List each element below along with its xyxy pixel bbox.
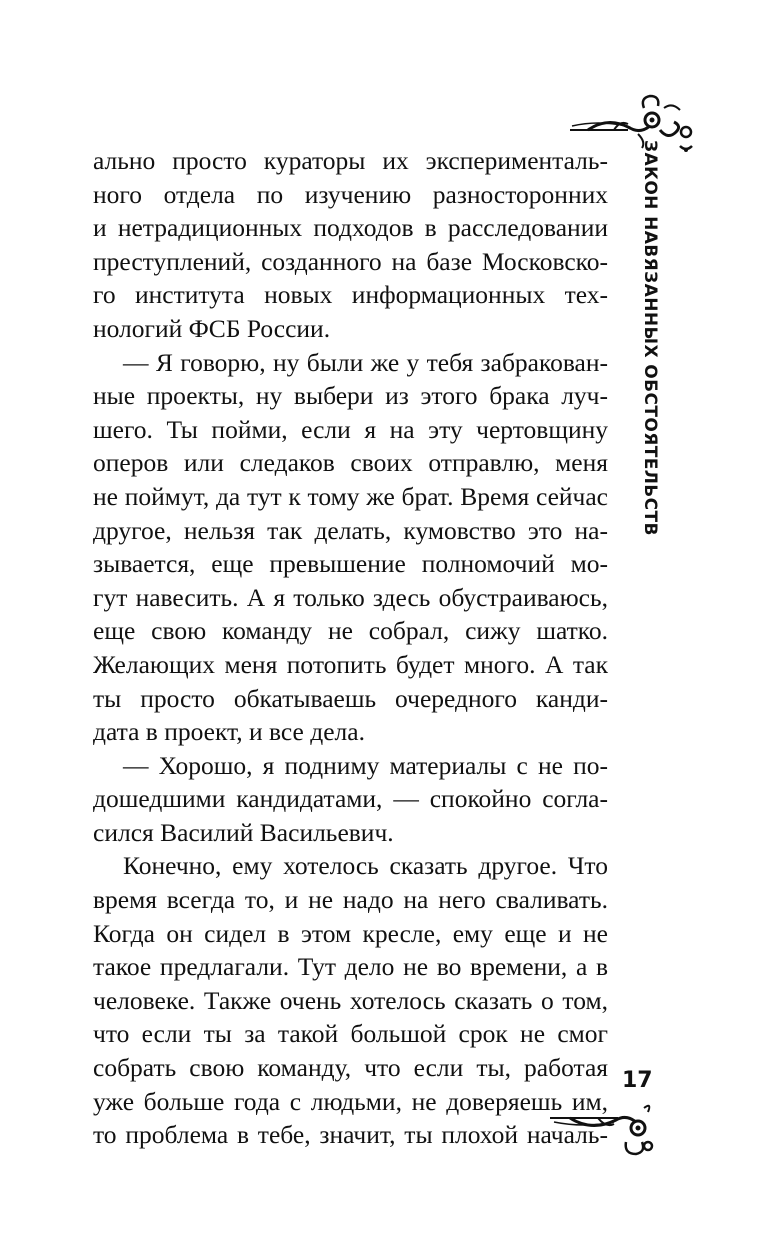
body-text (93, 144, 608, 1152)
text-line: зывается, еще превышение полномочий мо- (93, 549, 608, 579)
text-line: собрать свою команду, что если ты, работая (93, 1053, 608, 1083)
text-line: другое, нельзя так делать, кумовство это на- (93, 515, 608, 545)
text-line: дата в проект, и все дела. (93, 717, 365, 747)
text-line: гут навесить. А я только здесь обустраиваюсь, (93, 582, 608, 612)
text-line: шего. Ты пойми, если я на эту чертовщину (93, 414, 608, 444)
text-line: Когда он сидел в этом кресле, ему еще и не (93, 918, 608, 948)
text-line: го института новых информационных тех- (93, 280, 608, 310)
running-head: ЗАКОН НАВЯЗАННЫХ ОБСТОЯТЕЛЬСТВ (640, 140, 660, 536)
text-line: ально просто кураторы их эксперименталь- (93, 146, 608, 175)
text-line: Конечно, ему хотелось сказать другое. Что (123, 851, 608, 881)
text-line: уже больше года с людьми, не доверяешь им, (93, 1086, 608, 1116)
text-line: человеке. Также очень хотелось сказать о том, (93, 985, 608, 1015)
text-line: дошедшими кандидатами, — спокойно согла- (93, 784, 608, 814)
text-line: преступлений, созданного на базе Московско- (93, 246, 608, 276)
text-line: Желающих меня потопить будет много. А так (93, 649, 608, 679)
page-number: 17 (622, 1068, 653, 1093)
text-line: нологий ФСБ России. (93, 313, 331, 343)
text-line: то проблема в тебе, значит, ты плохой началь- (93, 1120, 608, 1150)
text-line: ного отдела по изучению разносторонних (93, 179, 608, 209)
text-line: что если ты за такой большой срок не смог (93, 1019, 608, 1049)
text-line: и нетрадиционных подходов в расследовании (93, 213, 608, 243)
text-line: сился Василий Васильевич. (93, 817, 394, 847)
bottom-flourish-ornament (548, 1098, 658, 1160)
text-line: ные проекты, ну выбери из этого брака луч- (93, 381, 608, 411)
text-line: время всегда то, и не надо на него сваливать. (93, 885, 608, 915)
text-line: оперов или следаков своих отправлю, меня (93, 448, 608, 478)
text-line: такое предлагали. Тут дело не во времени, а в (93, 952, 608, 982)
text-line: не поймут, да тут к тому же брат. Время сейчас (93, 481, 608, 511)
text-line: — Я говорю, ну были же у тебя забракован- (123, 347, 608, 377)
text-line: — Хорошо, я подниму материалы с не по- (123, 750, 608, 780)
text-line: еще свою команду не собрал, сижу шатко. (93, 616, 608, 646)
text-line: ты просто обкатываешь очередного канди- (93, 683, 608, 713)
